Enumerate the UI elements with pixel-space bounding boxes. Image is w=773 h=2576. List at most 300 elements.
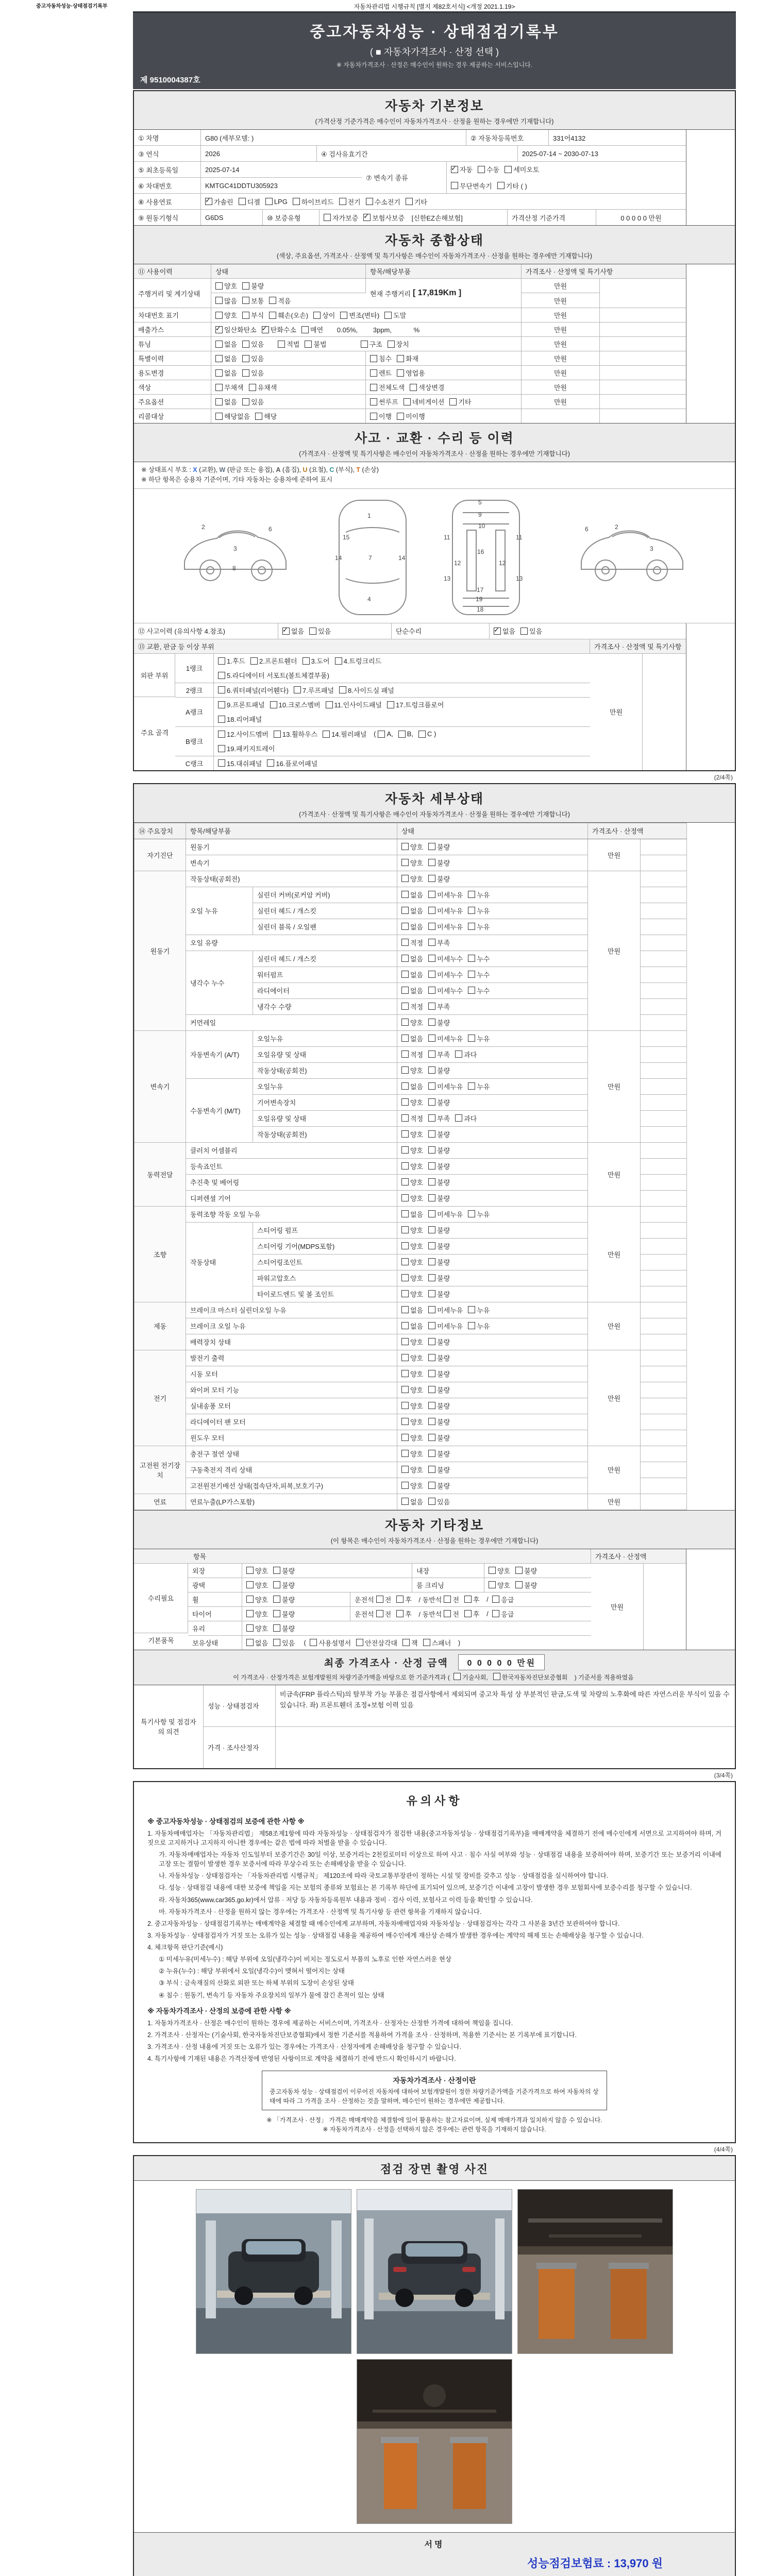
svg-text:8: 8	[232, 564, 236, 572]
device-state-checks	[397, 1302, 588, 1318]
checkbox-unchecked	[468, 923, 475, 930]
checkbox-unchecked	[401, 843, 409, 850]
checkbox-unchecked	[401, 923, 409, 930]
checkbox-unchecked	[401, 955, 409, 962]
price-note-blank	[641, 1494, 687, 1510]
price-unit: 만원	[588, 839, 641, 871]
checkbox-label: 수소전기	[374, 198, 400, 206]
checkbox-unchecked	[246, 1624, 254, 1632]
checkbox-label: 전	[452, 1610, 459, 1618]
checkbox-unchecked	[428, 1354, 435, 1361]
device-group-label: 고전원 전기장치	[135, 1446, 186, 1494]
checkbox-label: 양호	[255, 1567, 268, 1575]
checkbox-unchecked	[370, 355, 377, 362]
checkbox-label: 양호	[497, 1567, 511, 1575]
overall-col-item: 항목/해당부품	[366, 264, 522, 278]
checkbox-label: 양호	[410, 1434, 424, 1443]
document-number: 제 9510004387호	[140, 76, 200, 84]
rank-items	[214, 698, 590, 726]
checkbox-unchecked	[428, 1434, 435, 1441]
checkbox-label: 양호	[410, 1099, 424, 1107]
device-state-checks	[397, 1174, 588, 1190]
checkbox-label: 탄화수소	[270, 326, 297, 334]
checkbox-label: 장치	[396, 341, 409, 348]
checkbox-unchecked	[428, 939, 435, 946]
price-note-blank	[641, 1030, 687, 1046]
device-state-checks	[397, 839, 588, 855]
checkbox-label: 없음	[410, 891, 424, 900]
svg-text:4: 4	[367, 595, 371, 603]
checkbox-label: 양호	[255, 1610, 268, 1618]
checkbox-unchecked	[401, 1242, 409, 1249]
price-note-blank	[641, 1318, 687, 1334]
device-item-label: 와이퍼 모터 기능	[186, 1382, 397, 1398]
checkbox-label: 미세누유	[437, 907, 463, 916]
device-state-checks	[397, 935, 588, 951]
checkbox-label: 적정	[410, 1051, 424, 1059]
recall-items	[366, 409, 522, 423]
checkbox-label: 불량	[437, 1482, 450, 1490]
print-header-text: 중고자동차성능·상태점검기록부	[36, 4, 108, 9]
checkbox-unchecked	[401, 987, 409, 994]
main-option-label: 주요옵션	[134, 395, 211, 409]
notice-paragraph: 1. 자동차매매업자는 「자동차관리법」 제58조제1항에 따라 자동차성능 · 상태점검자가 점검한 내용(중고자동차성능 · 상태점검기록부)을 매매계약을 체결하기 전에 매수인에게 서면으로 고지하여야 하며, 거짓으로 고지하거나 고지하지 아니한 경우에는 같은 법에 따라 처벌을 받을 수 있습니다.	[147, 1829, 721, 1846]
checkbox-unchecked	[401, 1482, 409, 1489]
checkbox-unchecked	[401, 1130, 409, 1138]
exterior-label: 외장	[188, 1564, 242, 1578]
tire-position-checks	[350, 1607, 591, 1621]
remarks-label: 특기사항 및 점검자의 의견	[134, 1685, 204, 1768]
device-state-checks	[397, 1062, 588, 1078]
checkbox-label: 7.루프패널	[302, 686, 334, 694]
checkbox-label: 자가보증	[332, 214, 359, 222]
checkbox-label: 누수	[477, 971, 490, 979]
page-title: 중고자동차성능 · 상태점검기록부	[310, 24, 559, 41]
page-marker: (4/4쪽)	[714, 2145, 733, 2153]
signature-strip	[134, 2532, 735, 2576]
rank-label: 1랭크	[175, 654, 214, 683]
rank-items	[214, 683, 590, 697]
checkbox-label: 훼손(오손)	[278, 312, 309, 319]
checkbox-label: 보험사보증	[372, 214, 405, 222]
recall-checks	[211, 409, 366, 423]
checkbox-label: 렌트	[379, 369, 392, 377]
checkbox-unchecked	[428, 1482, 435, 1489]
svg-text:13: 13	[444, 574, 451, 582]
price-note-blank	[600, 366, 686, 380]
device-item-label: 브레이크 마스터 실린더오일 누유	[186, 1302, 397, 1318]
basic-info-header	[134, 91, 735, 130]
device-state-checks	[397, 1478, 588, 1494]
check-group-text: [신한EZ손해보험]	[410, 214, 463, 222]
device-state-checks	[397, 903, 588, 919]
device-item-label: 작동상태(공회전)	[186, 871, 397, 887]
checkbox-unchecked	[401, 875, 409, 882]
main-frame-label: 주요 골격	[141, 729, 169, 737]
checkbox-label: 없음	[410, 955, 424, 963]
color-checks	[211, 380, 366, 394]
checkbox-unchecked	[401, 859, 409, 866]
room-cleaning-checks	[484, 1578, 591, 1592]
checkbox-unchecked	[401, 1098, 409, 1106]
device-group-label: 동력전달	[135, 1142, 186, 1206]
checkbox-unchecked	[428, 907, 435, 914]
checkbox-label: 불량	[437, 1418, 450, 1427]
checkbox-unchecked	[401, 1402, 409, 1409]
checkbox-label: 양호	[255, 1581, 268, 1589]
notice-title: 유의사항	[406, 1794, 463, 1807]
price-unit: 만원	[522, 395, 600, 409]
checkbox-unchecked	[428, 1402, 435, 1409]
device-item-label: 워터펌프	[253, 967, 397, 982]
price-note-blank	[641, 982, 687, 998]
checkbox-unchecked	[401, 1274, 409, 1281]
checkbox-unchecked	[239, 198, 246, 205]
section-box-2	[133, 783, 736, 1769]
check-group-text: /	[484, 1609, 491, 1618]
device-item-label: 파워고압호스	[253, 1270, 397, 1286]
polish-label: 광택	[188, 1578, 242, 1592]
svg-text:3: 3	[233, 545, 237, 552]
checkbox-label: 없음	[291, 628, 305, 636]
checkbox-unchecked	[428, 1035, 435, 1042]
price-note-blank	[600, 409, 686, 423]
checkbox-unchecked	[401, 1066, 409, 1074]
device-item-label: 작동상태(공회전)	[253, 1126, 397, 1142]
checkbox-label: 누수	[477, 955, 490, 963]
device-item-label: 발전기 출력	[186, 1350, 397, 1366]
checkbox-label: 3.도어	[311, 657, 330, 666]
price-note-blank	[641, 1062, 687, 1078]
interior-label: 내장	[412, 1564, 484, 1578]
photos-header	[134, 2156, 735, 2181]
checkbox-label: 스패너	[431, 1639, 451, 1647]
checkbox-unchecked	[428, 923, 435, 930]
checkbox-label: 불량	[437, 1179, 450, 1187]
checkbox-label: 양호	[410, 1466, 424, 1475]
price-unit: 만원	[588, 871, 641, 1030]
fuel-checks	[201, 194, 686, 209]
checkbox-unchecked	[401, 1019, 409, 1026]
device-item-label: 오일유량 및 상태	[253, 1046, 397, 1062]
checkbox-unchecked	[455, 1050, 462, 1058]
device-state-checks	[397, 998, 588, 1014]
device-item-label: 구동축전지 격리 상태	[186, 1462, 397, 1478]
status-code-legend: ※ 상태표시 부호 : X (교환), W (판금 또는 용접), A (흠집), U (요철), C (부식), T (손상)	[141, 466, 379, 473]
checkbox-unchecked	[370, 369, 377, 377]
service-note: ※ 자동차가격조사 · 산정은 매수인이 원하는 경우 제공하는 서비스입니다.	[336, 61, 533, 69]
vin-mark-label: 차대번호 표기	[134, 308, 211, 322]
svg-text:1: 1	[367, 512, 371, 519]
svg-text:15: 15	[343, 533, 350, 541]
price-note-blank	[641, 855, 687, 871]
basic-info-table	[134, 130, 686, 225]
price-unit: 만원	[522, 308, 600, 322]
price-unit: 만원	[588, 1350, 641, 1446]
checkbox-unchecked	[324, 214, 331, 221]
checkbox-label: 불량	[251, 282, 264, 290]
price-note-blank	[600, 323, 686, 336]
device-item-label: 시동 모터	[186, 1366, 397, 1382]
checkbox-unchecked	[273, 1567, 280, 1574]
inspector-remarks: 비금속(FRP 플라스틱)의 탈부착 가능 부품은 점검사항에서 제외되며 중고차 특성 상 부분적인 판금,도색 및 차량의 노후화에 따른 자연스러운 부식이 있을 수 있습니다. 좌) 프론트휀더 조정+보험 이력 있음	[280, 1690, 730, 1709]
checkbox-label: 양호	[410, 1163, 424, 1171]
checkbox-unchecked	[428, 843, 435, 850]
checkbox-unchecked	[401, 1338, 409, 1345]
final-price-note	[134, 1673, 735, 1682]
inspection-photo-3[interactable]	[517, 2189, 673, 2354]
checkbox-label: 불량	[437, 1227, 450, 1235]
device-item-label: 윈도우 모터	[186, 1430, 397, 1446]
checkbox-unchecked	[215, 398, 223, 405]
base-price-label: 가격산정 기준가격	[508, 210, 596, 225]
warranty-label: ⑩ 보증유형	[263, 210, 320, 225]
price-unit: 만원	[522, 366, 600, 380]
mileage-current-label: 현재 주행거리	[370, 290, 411, 298]
checkbox-label: 미세누유	[437, 923, 463, 931]
checkbox-unchecked	[278, 341, 285, 348]
check-group-text: (	[300, 1638, 308, 1647]
checkbox-label: 양호	[410, 859, 424, 868]
checkbox-unchecked	[451, 182, 458, 189]
checkbox-label: 불량	[437, 843, 450, 852]
checkbox-unchecked	[313, 312, 321, 319]
rank-label: B랭크	[175, 727, 214, 756]
checkbox-label: 하이브리드	[301, 198, 334, 206]
detail-row	[135, 1206, 687, 1222]
checkbox-unchecked	[218, 701, 225, 708]
checkbox-label: 불량	[437, 1243, 450, 1251]
device-state-checks	[397, 1014, 588, 1030]
price-definition-title: 자동차가격조사 · 산정이란	[393, 2076, 476, 2085]
checkbox-unchecked	[492, 1596, 499, 1603]
inspection-photo-1[interactable]	[196, 2189, 351, 2354]
checkbox-label: A,	[386, 730, 393, 738]
mileage-current	[366, 279, 522, 308]
checkbox-label: 없음	[410, 987, 424, 995]
checkbox-label: 적정	[410, 1115, 424, 1123]
checkbox-label: 무단변속기	[460, 182, 492, 190]
checkbox-label: 양호	[255, 1624, 268, 1633]
checkbox-label: 해당없음	[224, 413, 250, 420]
color-label: 색상	[134, 380, 211, 394]
device-item-label: 라디에이터	[253, 982, 397, 998]
misc-title: 자동차 기타정보	[385, 1518, 484, 1533]
rank-label: A랭크	[175, 698, 214, 726]
checkbox-label: 수동	[486, 166, 500, 174]
checkbox-label: 누유	[477, 891, 490, 900]
checkbox-label: 부족	[437, 1003, 450, 1011]
checkbox-label: 19.패키지트레이	[227, 745, 275, 753]
checkbox-label: 유채색	[257, 384, 277, 392]
car-name-label: ① 차명	[134, 130, 201, 145]
device-state-checks	[397, 1206, 588, 1222]
checkbox-unchecked	[428, 1050, 435, 1058]
price-unit: 만원	[590, 654, 643, 770]
price-note-blank	[641, 1398, 687, 1414]
checkbox-unchecked	[242, 282, 249, 290]
detail-row	[135, 1446, 687, 1462]
price-note-blank	[641, 1078, 687, 1094]
checkbox-unchecked	[270, 701, 277, 708]
checkbox-unchecked	[388, 341, 395, 348]
checkbox-label: 있음	[437, 1498, 450, 1506]
checkbox-label: 불량	[437, 1147, 450, 1155]
checkbox-unchecked	[401, 1226, 409, 1233]
checkbox-unchecked	[401, 1146, 409, 1154]
checkbox-label: 미세누유	[437, 1035, 463, 1043]
checkbox-label: 없음	[502, 628, 516, 636]
mileage-label: 주행거리 및 계기상태	[134, 279, 211, 308]
signature-title: 서명	[424, 2540, 445, 2549]
checkbox-unchecked	[376, 1610, 383, 1617]
checkbox-unchecked	[515, 1567, 523, 1574]
notice-paragraph: 3. 가격조사 · 산정 내용에 거짓 또는 오류가 있는 경우에는 가격조사 · 산정자에게 손해배상을 청구할 수 있습니다.	[147, 2043, 462, 2050]
svg-text:12: 12	[454, 559, 461, 567]
checkbox-unchecked	[246, 1596, 254, 1603]
svg-text:14: 14	[398, 554, 406, 562]
checkbox-label: 화재	[406, 355, 419, 363]
checkbox-label: 양호	[410, 1354, 424, 1363]
checkbox-label: 미세누수	[437, 987, 463, 995]
checkbox-unchecked	[269, 312, 276, 319]
checkbox-unchecked	[273, 1581, 280, 1588]
device-item-label: 오일유량 및 상태	[253, 1110, 397, 1126]
svg-text:16: 16	[477, 548, 484, 555]
status-code-desc: (교환)	[197, 466, 216, 473]
checkbox-unchecked	[401, 1322, 409, 1329]
overall-note: (색상, 주요옵션, 가격조사 · 산정액 및 특기사항은 매수인이 자동차가격조사 · 산정을 원하는 경우에만 기재합니다)	[276, 252, 593, 260]
checkbox-label: 매연	[310, 326, 324, 334]
device-group-label: 조향	[135, 1206, 186, 1302]
checkbox-unchecked	[428, 1418, 435, 1425]
checkbox-label: 양호	[410, 875, 424, 884]
checkbox-unchecked	[401, 1306, 409, 1313]
checkbox-unchecked	[310, 1639, 317, 1646]
misc-col-price: 가격조사 · 산정액	[595, 1552, 647, 1561]
price-note-blank	[641, 1478, 687, 1494]
checkbox-label: 구조	[369, 341, 382, 348]
status-code-T: T	[356, 466, 360, 473]
checkbox-label: 과다	[464, 1051, 477, 1059]
status-code-desc: (부식)	[334, 466, 353, 473]
price-note-blank	[641, 1158, 687, 1174]
glass-checks	[242, 1621, 591, 1635]
checkbox-unchecked	[401, 1450, 409, 1457]
notice-paragraph: 라. 자동차365(www.car365.go.kr)에서 압류 · 저당 등 자동차등록원부 내용과 정비 · 검사 이력, 보험사고 이력 등을 확인할 수 있습니다.	[159, 1896, 533, 1904]
checkbox-unchecked	[215, 297, 223, 304]
price-note-blank	[641, 1462, 687, 1478]
checkbox-label: 미세누유	[437, 1323, 463, 1331]
detail-header	[134, 784, 735, 823]
checkbox-label: 없음	[410, 971, 424, 979]
color-items	[366, 380, 522, 394]
checkbox-label: 없음	[410, 907, 424, 916]
checkbox-unchecked	[378, 731, 385, 738]
detail-col-state: 상태	[397, 823, 588, 839]
checkbox-unchecked	[493, 1673, 500, 1680]
checkbox-unchecked	[215, 369, 223, 377]
checkbox-label: 양호	[410, 1370, 424, 1379]
checkbox-label: 불량	[437, 1195, 450, 1203]
checkbox-unchecked	[401, 1003, 409, 1010]
checkbox-label: 영업용	[406, 369, 425, 377]
price-unit: 만원	[522, 351, 600, 365]
checkbox-unchecked	[339, 198, 346, 205]
notice-content	[147, 1816, 721, 2063]
device-item-label: 냉각수 수량	[253, 998, 397, 1014]
wheel-checks	[242, 1592, 350, 1606]
device-state-checks	[397, 1334, 588, 1350]
checkbox-label: B,	[407, 730, 414, 738]
device-group-label: 원동기	[135, 871, 186, 1030]
checkbox-label: 없음	[410, 923, 424, 931]
checkbox-unchecked	[428, 1178, 435, 1185]
checkbox-label: 있음	[251, 369, 264, 377]
price-note-blank	[641, 998, 687, 1014]
checkbox-label: 전	[384, 1610, 392, 1618]
checkbox-label: 있음	[251, 341, 264, 348]
price-note-blank	[600, 351, 686, 365]
checkbox-label: 미세누유	[437, 1307, 463, 1315]
checkbox-label: 양호	[410, 1179, 424, 1187]
checkbox-unchecked	[273, 1624, 280, 1632]
notice-section-heading: ※ 중고자동차성능 · 상태점검의 보증에 관한 사항 ※	[147, 1817, 305, 1825]
checkbox-unchecked	[444, 1596, 451, 1603]
check-group-text: 운전석	[355, 1610, 374, 1618]
checkbox-label: 후	[473, 1610, 480, 1618]
checkbox-label: 양호	[410, 1147, 424, 1155]
device-state-checks	[397, 982, 588, 998]
emission-checks	[211, 323, 522, 336]
checkbox-unchecked	[401, 1466, 409, 1473]
checkbox-unchecked	[401, 1418, 409, 1425]
device-state-checks	[397, 1190, 588, 1206]
inspection-photo-4[interactable]	[357, 2359, 512, 2524]
inspection-photo-2[interactable]	[357, 2189, 512, 2354]
notice-paragraph: ① 미세누유(미세누수) : 해당 부위에 오일(냉각수)이 비치는 정도로서 부품의 노후로 인한 자연스러운 현상	[159, 1956, 452, 1963]
checkbox-label: 없음	[410, 1498, 424, 1506]
checkbox-unchecked	[242, 312, 249, 319]
status-code-desc: (흠집)	[280, 466, 299, 473]
checkbox-label: 전	[384, 1596, 392, 1604]
checkbox-unchecked	[492, 1610, 499, 1617]
svg-text:18: 18	[477, 605, 484, 613]
svg-text:12: 12	[499, 559, 506, 567]
checkbox-label: 없음	[410, 1211, 424, 1219]
glass-label: 유리	[188, 1621, 242, 1635]
checkbox-label: 썬루프	[379, 398, 398, 406]
price-note-blank	[600, 337, 686, 351]
checkbox-label: 부족	[437, 1051, 450, 1059]
svg-text:2: 2	[615, 523, 618, 531]
year-value: 2026	[201, 146, 317, 161]
checkbox-unchecked	[401, 891, 409, 898]
checkbox-label: 불량	[437, 875, 450, 884]
accident-notes	[134, 462, 735, 489]
price-note-blank	[641, 1126, 687, 1142]
checkbox-label: 6.쿼터패널(리어휀다)	[227, 686, 289, 694]
engine-type-label: ⑨ 원동기형식	[134, 210, 201, 225]
checkbox-label: 양호	[410, 1227, 424, 1235]
device-item-label: 클러치 어셈블리	[186, 1142, 397, 1158]
checkbox-label: 불량	[437, 1450, 450, 1459]
price-note-blank	[641, 839, 687, 855]
checkbox-unchecked	[428, 1210, 435, 1217]
checkbox-unchecked	[428, 1146, 435, 1154]
checkbox-label: 5.라디에이터 서포트(볼트체결부품)	[227, 672, 329, 680]
checkbox-label: 누유	[477, 1211, 490, 1219]
